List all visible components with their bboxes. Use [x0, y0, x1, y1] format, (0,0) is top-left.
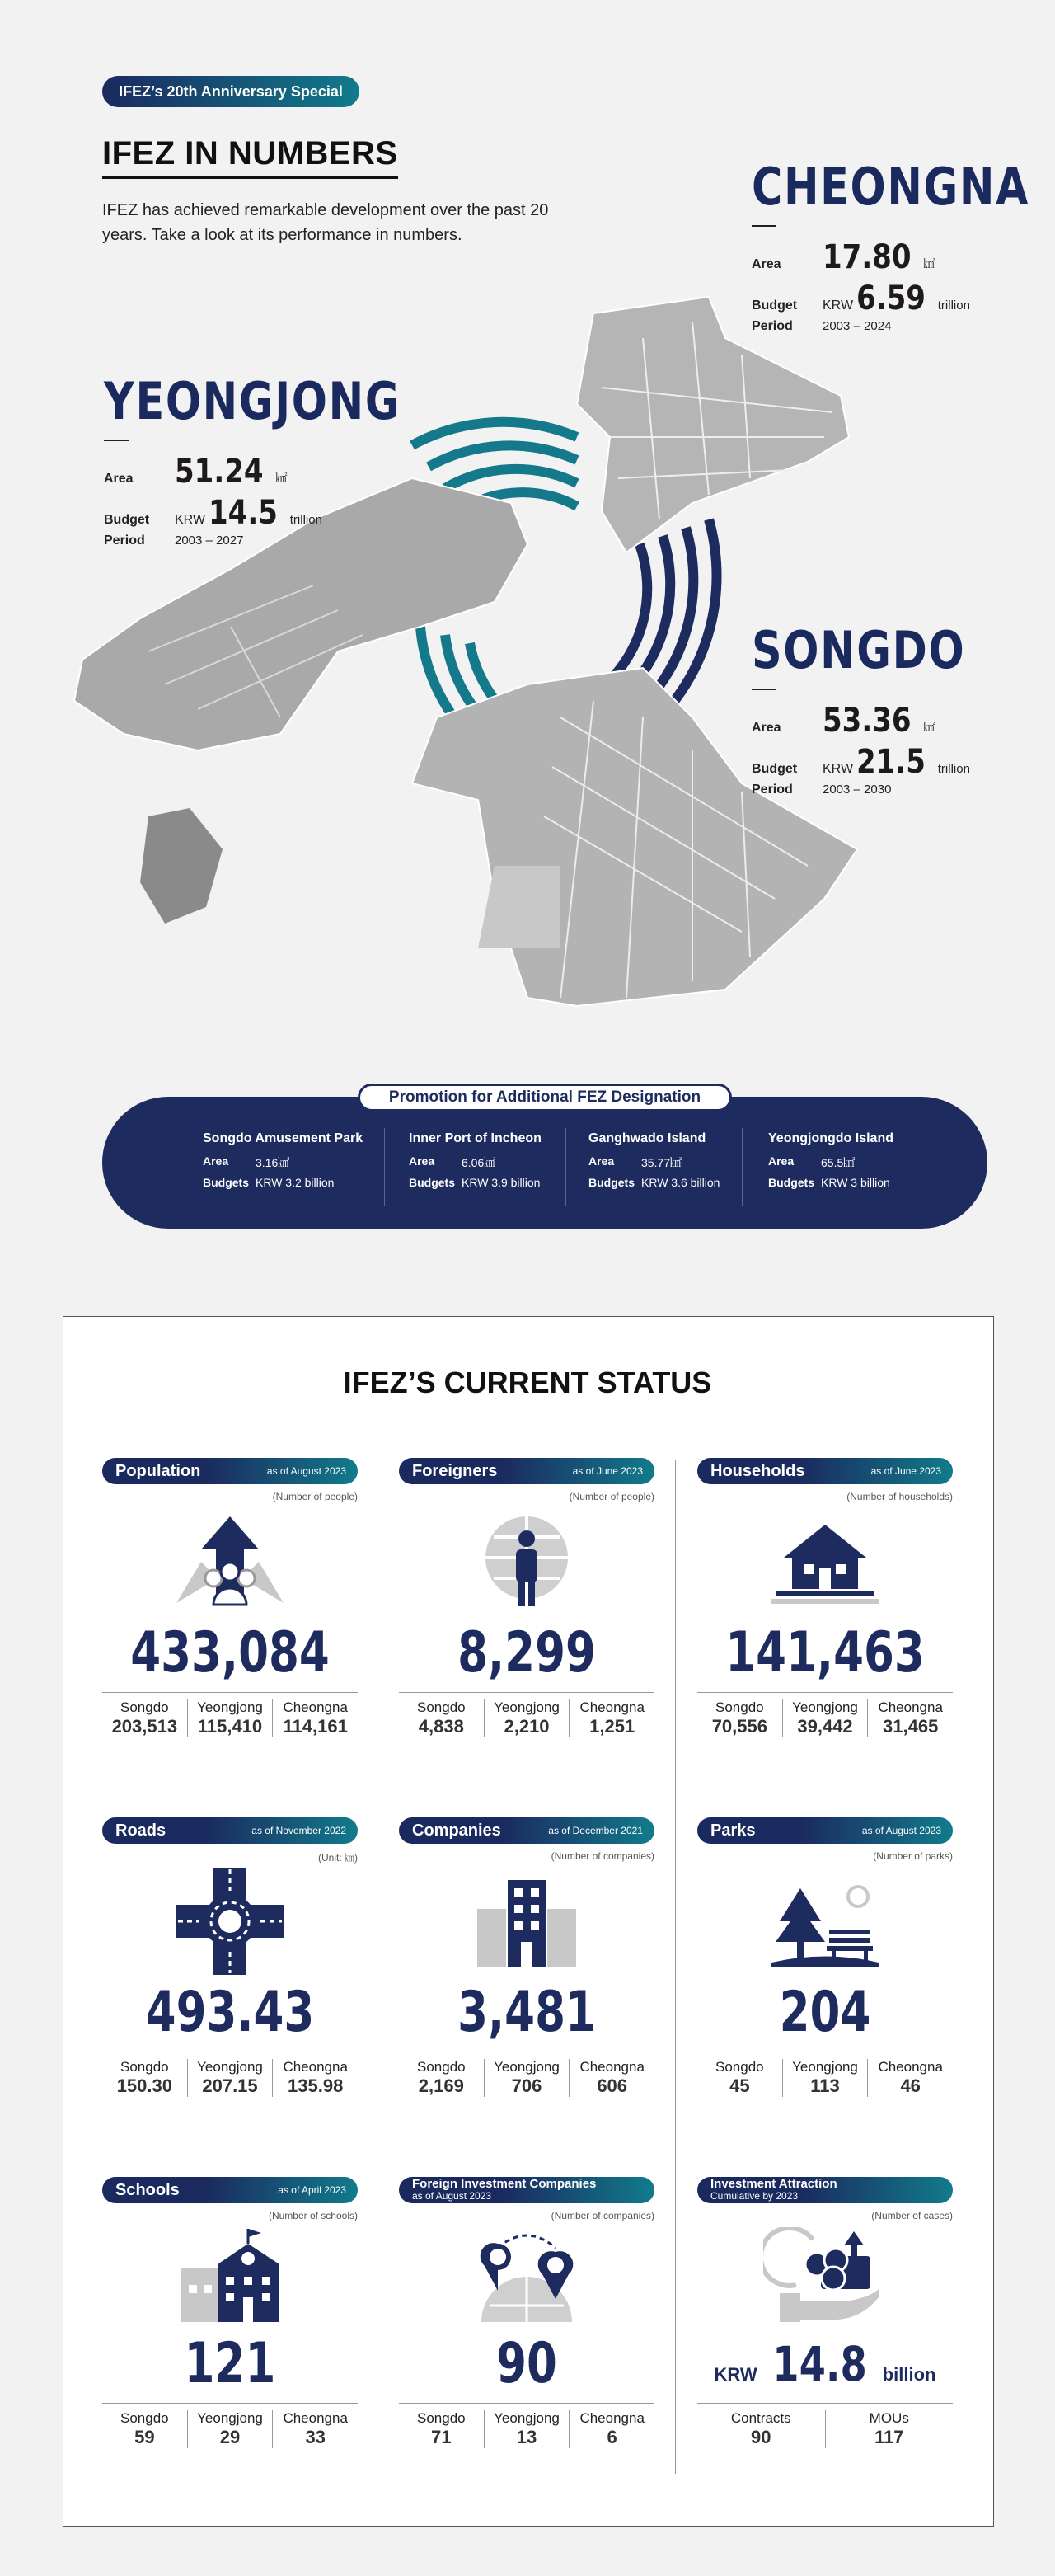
parks-breakdown — [697, 2052, 953, 2097]
cheongna-budget — [752, 280, 1055, 317]
pill-date: as of April 2023 — [278, 2184, 346, 2196]
breakdown-cheongna — [569, 2410, 654, 2448]
yeongjong-budget-value: 14.5 — [209, 494, 278, 532]
breakdown-label: Cheongna — [878, 2059, 943, 2075]
period-label: Period — [752, 319, 793, 333]
breakdown-yeongjong — [484, 1699, 570, 1737]
schools-cell — [102, 2177, 358, 2448]
breakdown-label: Cheongna — [878, 1699, 943, 1715]
cheongna-divider — [752, 225, 776, 227]
investment-attraction-pill — [697, 2177, 953, 2203]
pill-date: as of November 2022 — [251, 1825, 346, 1836]
promo-area-value: 65.5㎢ — [821, 1156, 856, 1169]
breakdown-value: 33 — [305, 2427, 326, 2447]
park-icon — [697, 1864, 953, 1979]
promotion-title: Promotion for Additional FEZ Designation — [358, 1084, 732, 1112]
pill-name: Population — [115, 1461, 201, 1480]
unit-note: (Unit: ㎞) — [317, 1852, 358, 1864]
breakdown-value: 114,161 — [283, 1716, 348, 1737]
population-cell — [102, 1458, 358, 1737]
breakdown-value: 6 — [607, 2427, 617, 2447]
trillion-label: trillion — [937, 298, 970, 313]
breakdown-value: 203,513 — [111, 1716, 178, 1737]
pill-date: as of August 2023 — [412, 2190, 492, 2202]
promo-divider — [742, 1128, 743, 1206]
schools-breakdown — [102, 2403, 358, 2448]
population-breakdown — [102, 1692, 358, 1737]
yeongjong-divider — [104, 440, 129, 441]
badge-text: IFEZ’s 20th Anniversary Special — [119, 82, 343, 100]
promo-area-value: 3.16㎢ — [256, 1156, 290, 1169]
breakdown-cheongna — [272, 2059, 358, 2097]
cheongna-map — [577, 297, 849, 552]
breakdown-yeongjong — [782, 2059, 868, 2097]
songdo-period-value: 2003 – 2030 — [823, 783, 892, 797]
globe-person-icon — [399, 1504, 654, 1619]
unit-note: (Number of parks) — [873, 1850, 953, 1862]
promo-area-line — [409, 1154, 590, 1171]
breakdown-value: 606 — [597, 2075, 628, 2096]
pill-date: as of August 2023 — [266, 1465, 346, 1477]
breakdown-cheongna — [569, 1699, 654, 1737]
households-pill — [697, 1458, 953, 1484]
promo-area-label: Area — [768, 1154, 795, 1168]
pill-name: Foreigners — [412, 1461, 498, 1480]
promo-divider — [384, 1128, 385, 1206]
budget-label: Budget — [104, 513, 150, 527]
songdo-divider — [752, 689, 776, 690]
breakdown-label: Cheongna — [283, 2410, 348, 2426]
roads-pill — [102, 1817, 358, 1844]
foreign-investment-total: 90 — [496, 2331, 557, 2396]
promo-budget-line — [768, 1176, 950, 1189]
breakdown-label: Cheongna — [579, 2059, 645, 2075]
breakdown-label: Songdo — [120, 1699, 169, 1715]
companies-pill — [399, 1817, 654, 1844]
promo-area-line — [203, 1154, 384, 1171]
parks-cell — [697, 1817, 953, 2097]
period-label: Period — [104, 534, 145, 548]
breakdown-songdo — [102, 2410, 187, 2448]
households-cell — [697, 1458, 953, 1737]
km2-unit: ㎢ — [923, 721, 935, 734]
breakdown-yeongjong — [187, 2410, 273, 2448]
cheongna-period-value: 2003 – 2024 — [823, 319, 892, 333]
pill-date: as of June 2023 — [572, 1465, 643, 1477]
breakdown-songdo — [697, 2059, 782, 2097]
breakdown-songdo — [102, 1699, 187, 1737]
krw-label: KRW — [714, 2364, 757, 2385]
songdo-area — [752, 702, 1012, 740]
breakdown-value: 1,251 — [589, 1716, 635, 1737]
breakdown-songdo — [399, 2059, 484, 2097]
km2-unit: ㎢ — [923, 257, 935, 270]
yeongjong-budget — [104, 494, 466, 532]
schools-total: 121 — [184, 2331, 276, 2396]
breakdown-value: 46 — [900, 2075, 921, 2096]
breakdown-yeongjong — [484, 2059, 570, 2097]
companies-breakdown — [399, 2052, 654, 2097]
breakdown-label: Songdo — [417, 2059, 466, 2075]
cheongna-title: CHEONGNA — [752, 157, 1030, 217]
roads-total: 493.43 — [145, 1980, 315, 2045]
population-icon — [102, 1504, 358, 1619]
unit-note: (Number of people) — [569, 1491, 654, 1502]
roads-cell — [102, 1817, 358, 2097]
breakdown-value: 150.30 — [116, 2075, 172, 2096]
yeongjong-title: YEONGJONG — [104, 371, 401, 431]
breakdown-label: Songdo — [417, 2410, 466, 2426]
krw-label: KRW — [823, 762, 854, 776]
breakdown-cheongna — [272, 2410, 358, 2448]
promo-area-label: Area — [203, 1154, 229, 1168]
area-label: Area — [104, 472, 134, 486]
pill-name: Households — [710, 1461, 805, 1480]
breakdown-value: 2,169 — [418, 2075, 464, 2096]
foreigners-total: 8,299 — [457, 1620, 596, 1685]
breakdown-label: Yeongjong — [197, 1699, 263, 1715]
pill-name: Roads — [115, 1821, 166, 1840]
breakdown-label: Cheongna — [579, 2410, 645, 2426]
pill-name: Parks — [710, 1821, 756, 1840]
breakdown-label: Cheongna — [579, 1699, 645, 1715]
breakdown-yeongjong — [187, 2059, 273, 2097]
roundabout-icon — [102, 1864, 358, 1979]
breakdown-yeongjong — [187, 1699, 273, 1737]
breakdown-label: Songdo — [120, 2059, 169, 2075]
breakdown-songdo — [399, 1699, 484, 1737]
pill-date: as of June 2023 — [870, 1465, 941, 1477]
breakdown-value: 2,210 — [504, 1716, 550, 1737]
yeongjong-period — [104, 534, 466, 548]
promo-budget-label: Budgets — [768, 1176, 814, 1189]
building-icon — [399, 1864, 654, 1979]
foreign-investment-cell — [399, 2177, 654, 2448]
companies-total: 3,481 — [457, 1980, 596, 2045]
promo-area-line — [588, 1154, 770, 1171]
cheongna-area-value: 17.80 — [823, 238, 912, 276]
money-hand-icon — [697, 2223, 953, 2330]
investment-total-value: 14.8 — [772, 2336, 867, 2392]
breakdown-value: 31,465 — [883, 1716, 939, 1737]
songdo-budget — [752, 743, 1012, 781]
breakdown-label: Contracts — [730, 2410, 791, 2426]
companies-cell — [399, 1817, 654, 2097]
breakdown-value: 117 — [874, 2427, 904, 2447]
promo-budget-line — [588, 1176, 770, 1189]
billion-label: billion — [882, 2364, 936, 2385]
intro-text: IFEZ has achieved remarkable development over the past 20 years. Take a look at its performance in numbers. — [102, 201, 549, 244]
unit-note: (Number of people) — [272, 1491, 358, 1502]
school-icon — [102, 2223, 358, 2330]
unit-note: (Number of schools) — [268, 2210, 358, 2221]
breakdown-cheongna — [867, 1699, 953, 1737]
population-total: 433,084 — [130, 1620, 330, 1685]
area-label: Area — [752, 721, 781, 735]
promo-budget-value: KRW 3.6 billion — [641, 1176, 720, 1189]
breakdown-value: 39,442 — [797, 1716, 853, 1737]
promo-area-value: 35.77㎢ — [641, 1156, 682, 1169]
promo-budget-label: Budgets — [409, 1176, 455, 1189]
breakdown-value: 115,410 — [197, 1716, 263, 1737]
foreign-investment-breakdown — [399, 2403, 654, 2448]
breakdown-label: Yeongjong — [494, 2410, 560, 2426]
promo-budget-value: KRW 3.2 billion — [256, 1176, 335, 1189]
songdo-info — [752, 620, 1012, 797]
breakdown-label: Yeongjong — [197, 2059, 263, 2075]
songdo-budget-value: 21.5 — [856, 743, 926, 781]
period-label: Period — [752, 783, 793, 797]
pill-name: Schools — [115, 2180, 180, 2199]
unit-note: (Number of companies) — [551, 2210, 654, 2221]
breakdown-value: 70,556 — [711, 1716, 767, 1737]
breakdown-label: MOUs — [869, 2410, 909, 2426]
breakdown-label: Yeongjong — [494, 2059, 560, 2075]
breakdown-yeongjong — [782, 1699, 868, 1737]
foreign-investment-pill — [399, 2177, 654, 2203]
breakdown-value: 59 — [134, 2427, 155, 2447]
trillion-label: trillion — [289, 513, 322, 527]
breakdown-songdo — [399, 2410, 484, 2448]
promo-budget-value: KRW 3 billion — [821, 1176, 890, 1189]
pill-date: as of August 2023 — [861, 1825, 941, 1836]
breakdown-mous — [825, 2410, 954, 2448]
promo-item-ganghwado — [588, 1131, 770, 1194]
songdo-period — [752, 783, 1012, 797]
unit-note: (Number of companies) — [551, 1850, 654, 1862]
songdo-area-value: 53.36 — [823, 702, 912, 740]
promo-divider — [565, 1128, 566, 1206]
promo-area-value: 6.06㎢ — [462, 1156, 496, 1169]
cheongna-info — [752, 157, 1055, 334]
pill-name: Foreign Investment Companies — [412, 2177, 597, 2191]
pill-date: Cumulative by 2023 — [710, 2190, 799, 2202]
unit-note: (Number of cases) — [871, 2210, 953, 2221]
promo-area-line — [768, 1154, 950, 1171]
cheongna-period — [752, 319, 1055, 334]
globe-dollar-icon — [399, 2223, 654, 2330]
budget-label: Budget — [752, 298, 798, 313]
krw-label: KRW — [823, 298, 854, 313]
foreigners-breakdown — [399, 1692, 654, 1737]
investment-attraction-breakdown — [697, 2403, 953, 2448]
promo-item-name: Songdo Amusement Park — [203, 1131, 363, 1145]
breakdown-label: Songdo — [120, 2410, 169, 2426]
breakdown-contracts — [697, 2410, 825, 2448]
roads-breakdown — [102, 2052, 358, 2097]
foreigners-cell — [399, 1458, 654, 1737]
promo-item-songdo-amusement — [203, 1131, 384, 1194]
promo-budget-label: Budgets — [203, 1176, 249, 1189]
breakdown-label: Yeongjong — [197, 2410, 263, 2426]
breakdown-label: Yeongjong — [792, 1699, 858, 1715]
breakdown-cheongna — [272, 1699, 358, 1737]
breakdown-label: Songdo — [715, 2059, 764, 2075]
promo-budget-line — [203, 1176, 384, 1189]
households-total: 141,463 — [725, 1620, 925, 1685]
budget-label: Budget — [752, 762, 798, 776]
yeongjong-island-map — [140, 808, 223, 924]
breakdown-label: Cheongna — [283, 2059, 348, 2075]
breakdown-value: 135.98 — [288, 2075, 344, 2096]
column-divider — [675, 1460, 676, 2474]
breakdown-songdo — [102, 2059, 187, 2097]
promo-item-name: Yeongjongdo Island — [768, 1131, 893, 1145]
songdo-title: SONGDO — [752, 620, 966, 680]
breakdown-songdo — [697, 1699, 782, 1737]
yeongjong-area — [104, 453, 466, 491]
parks-pill — [697, 1817, 953, 1844]
breakdown-value: 71 — [431, 2427, 452, 2447]
breakdown-value: 706 — [511, 2075, 542, 2096]
yeongjong-period-value: 2003 – 2027 — [175, 534, 244, 548]
pill-name: Companies — [412, 1821, 501, 1840]
breakdown-value: 29 — [219, 2427, 241, 2447]
status-title: IFEZ’S CURRENT STATUS — [343, 1366, 712, 1399]
breakdown-label: Songdo — [417, 1699, 466, 1715]
promo-budget-label: Budgets — [588, 1176, 635, 1189]
cheongna-area — [752, 238, 1055, 276]
breakdown-label: Yeongjong — [494, 1699, 560, 1715]
breakdown-yeongjong — [484, 2410, 570, 2448]
investment-attraction-total — [697, 2330, 953, 2398]
promo-item-yeongjongdo — [768, 1131, 950, 1194]
investment-attraction-cell — [697, 2177, 953, 2448]
parks-total: 204 — [779, 1980, 871, 2045]
page-title: IFEZ IN NUMBERS — [102, 135, 398, 179]
breakdown-cheongna — [569, 2059, 654, 2097]
breakdown-value: 45 — [729, 2075, 750, 2096]
unit-note: (Number of households) — [846, 1491, 953, 1502]
households-breakdown — [697, 1692, 953, 1737]
promo-item-inner-port — [409, 1131, 590, 1194]
anniversary-badge — [102, 76, 359, 107]
cheongna-budget-value: 6.59 — [856, 280, 926, 317]
promo-area-label: Area — [588, 1154, 615, 1168]
promo-budget-value: KRW 3.9 billion — [462, 1176, 541, 1189]
breakdown-value: 113 — [810, 2075, 840, 2096]
promo-item-name: Inner Port of Incheon — [409, 1131, 542, 1145]
foreigners-pill — [399, 1458, 654, 1484]
area-label: Area — [752, 257, 781, 271]
breakdown-value: 207.15 — [202, 2075, 258, 2096]
population-pill — [102, 1458, 358, 1484]
pill-date: as of December 2021 — [548, 1825, 643, 1836]
yeongjong-info — [104, 371, 466, 548]
trillion-label: trillion — [937, 762, 970, 776]
schools-pill — [102, 2177, 358, 2203]
krw-label: KRW — [175, 513, 206, 527]
promo-area-label: Area — [409, 1154, 435, 1168]
breakdown-value: 90 — [751, 2427, 771, 2447]
breakdown-label: Songdo — [715, 1699, 764, 1715]
breakdown-label: Cheongna — [283, 1699, 348, 1715]
promo-budget-line — [409, 1176, 590, 1189]
breakdown-value: 4,838 — [418, 1716, 464, 1737]
yeongjong-area-value: 51.24 — [175, 453, 264, 491]
promo-item-name: Ganghwado Island — [588, 1131, 706, 1145]
breakdown-cheongna — [867, 2059, 953, 2097]
pill-name: Investment Attraction — [710, 2177, 837, 2191]
breakdown-label: Yeongjong — [792, 2059, 858, 2075]
house-icon — [697, 1504, 953, 1619]
km2-unit: ㎢ — [275, 472, 288, 485]
breakdown-value: 13 — [516, 2427, 537, 2447]
